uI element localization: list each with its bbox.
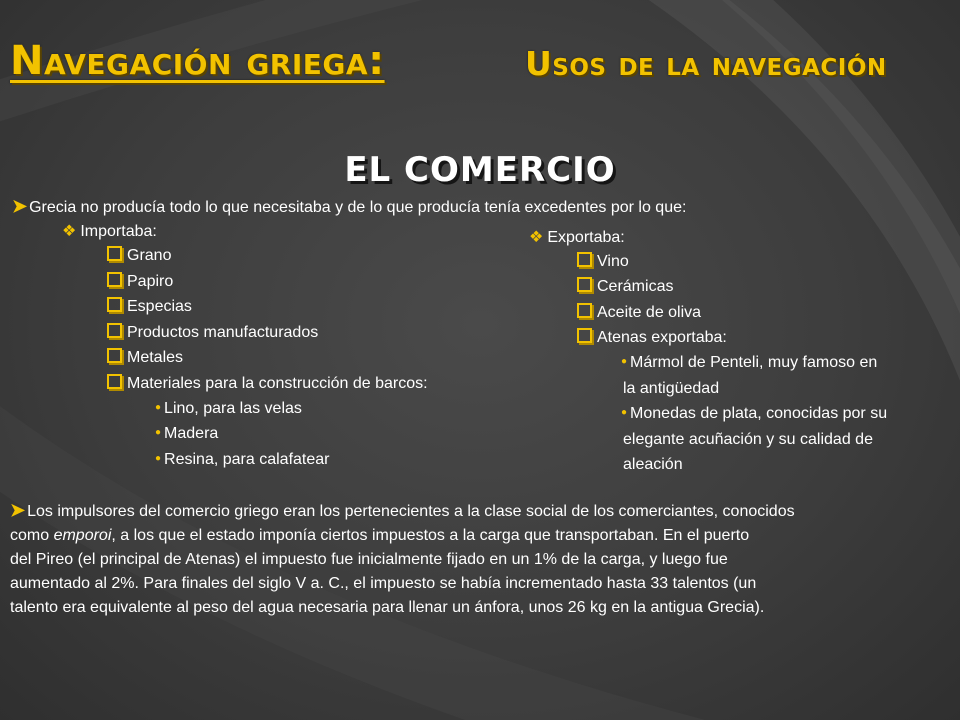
export-subitem-continued: aleación	[623, 456, 683, 473]
import-subitem	[155, 400, 302, 418]
import-item-label: Especias	[127, 298, 192, 315]
import-subitem-label: Resina, para calafatear	[164, 451, 330, 468]
import-item	[107, 348, 183, 367]
checkbox-bullet-icon	[577, 277, 592, 292]
export-subitem-continued: elegante acuñación y su calidad de	[623, 431, 873, 448]
arrow-bullet-icon: ➤	[10, 500, 26, 520]
export-item-label: Aceite de oliva	[597, 304, 702, 321]
exports-label: Exportaba:	[547, 229, 625, 246]
paragraph-line	[10, 524, 950, 548]
import-item	[107, 246, 171, 265]
arrow-bullet-icon: ➤	[12, 196, 28, 216]
diamond-bullet-icon: ❖	[62, 223, 77, 240]
checkbox-bullet-icon	[107, 297, 122, 312]
import-item-label: Materiales para la construcción de barcos:	[127, 375, 428, 392]
import-item-label: Grano	[127, 247, 172, 264]
dot-bullet-icon: ●	[155, 427, 162, 438]
imports-label: Importaba:	[80, 223, 157, 240]
dot-bullet-icon: ●	[155, 402, 162, 413]
description-paragraph	[10, 498, 950, 620]
checkbox-bullet-icon	[107, 272, 122, 287]
export-item	[577, 252, 629, 271]
title-main: Navegación griega:	[10, 38, 385, 84]
checkbox-bullet-icon	[577, 303, 592, 318]
import-item	[107, 374, 428, 393]
dot-bullet-icon: ●	[621, 407, 628, 418]
export-item-label: Atenas exportaba:	[597, 329, 727, 346]
paragraph-text: como	[10, 527, 54, 544]
export-item	[577, 277, 673, 296]
exports-header	[529, 227, 625, 247]
checkbox-bullet-icon	[107, 246, 122, 261]
import-subitem-label: Madera	[164, 425, 219, 442]
import-subitem-label: Lino, para las velas	[164, 400, 302, 417]
paragraph-text: Los impulsores del comercio griego eran los pertenecientes a la clase social de los comerciantes, conocidos	[27, 503, 795, 520]
intro-text: Grecia no producía todo lo que necesitaba y de lo que producía tenía excedentes por lo que:	[29, 199, 687, 216]
paragraph-text: , a los que el estado imponía ciertos impuestos a la carga que transportaban. En el puerto	[111, 527, 750, 544]
paragraph-line: talento era equivalente al peso del agua necesaria para llenar un ánfora, unos 26 kg en la antigua Grecia).	[10, 599, 765, 616]
import-subitem	[155, 451, 329, 469]
dot-bullet-icon: ●	[621, 356, 628, 367]
export-subitem-label: Monedas de plata, conocidas por su	[630, 405, 888, 422]
import-item-label: Productos manufacturados	[127, 324, 319, 341]
import-subitem	[155, 425, 218, 443]
import-item	[107, 323, 318, 342]
dot-bullet-icon: ●	[155, 453, 162, 464]
import-item-label: Metales	[127, 349, 184, 366]
export-subitem	[621, 405, 887, 423]
title-sub: Usos de la navegación	[525, 44, 887, 83]
checkbox-bullet-icon	[577, 252, 592, 267]
export-item-label: Cerámicas	[597, 278, 674, 295]
export-item-label: Vino	[597, 253, 629, 270]
export-subitem-continued: la antigüedad	[623, 380, 720, 397]
import-item	[107, 297, 192, 316]
paragraph-line	[10, 498, 950, 524]
export-item	[577, 328, 727, 347]
diamond-bullet-icon: ❖	[529, 229, 544, 246]
paragraph-line: aumentado al 2%. Para finales del siglo V a. C., el impuesto se había incrementado hasta 33 talentos (un	[10, 575, 757, 592]
section-heading: EL COMERCIO	[344, 150, 616, 190]
export-subitem	[621, 354, 877, 372]
intro-bullet	[12, 196, 686, 217]
imports-header	[62, 221, 157, 241]
checkbox-bullet-icon	[577, 328, 592, 343]
paragraph-italic-term: emporoi	[53, 527, 112, 544]
export-subitem-label: Mármol de Penteli, muy famoso en	[630, 354, 878, 371]
import-item	[107, 272, 173, 291]
checkbox-bullet-icon	[107, 348, 122, 363]
slide-title	[10, 38, 955, 98]
checkbox-bullet-icon	[107, 374, 122, 389]
import-item-label: Papiro	[127, 273, 174, 290]
paragraph-line: del Pireo (el principal de Atenas) el impuesto fue inicialmente fijado en un 1% de la carga, y luego fue	[10, 551, 728, 568]
checkbox-bullet-icon	[107, 323, 122, 338]
export-item	[577, 303, 701, 322]
